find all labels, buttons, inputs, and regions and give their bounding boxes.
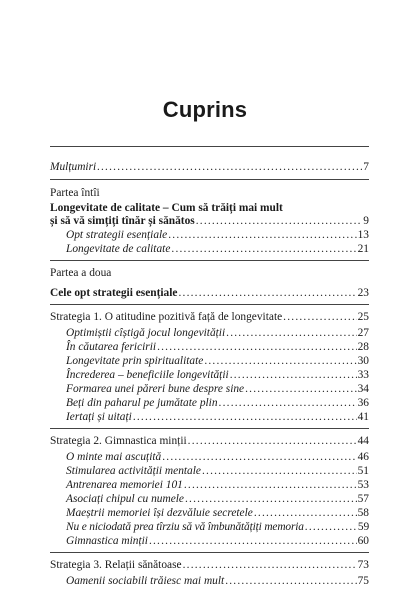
chapter-title-line1: Longevitate de calitate – Cum să trăiți mai mult: [50, 202, 283, 214]
dot-leader: [225, 574, 356, 588]
entry-page: 75: [357, 575, 369, 587]
dot-leader: [168, 228, 356, 242]
dot-leader: [178, 286, 356, 300]
part-heading: Partea a doua: [50, 267, 112, 279]
part-heading: Partea întîi: [50, 187, 100, 199]
entry-label: Opt strategii esențiale: [66, 229, 168, 241]
toc-entry-chapter: [50, 286, 369, 300]
dot-leader: [305, 520, 357, 534]
entry-label: Beți din paharul pe jumătate plin: [66, 397, 218, 409]
entry-page: 7: [363, 161, 369, 173]
entry-label: Optimiștii cîștigă jocul longevității: [66, 327, 226, 339]
entry-page: 9: [363, 215, 369, 227]
entry-page: 27: [357, 327, 369, 339]
entry-label: Gimnastica minții: [66, 535, 148, 547]
entry-page: 13: [357, 229, 369, 241]
entry-page: 44: [357, 435, 369, 447]
entry-label: Maeștrii memoriei își dezvăluie secretele: [66, 507, 253, 519]
entry-page: 53: [357, 479, 369, 491]
toc-entry: [66, 396, 369, 410]
dot-leader: [230, 368, 357, 382]
toc-entry-acknowledgements: [50, 160, 369, 174]
entry-label: Încrederea – beneficiile longevității: [66, 369, 229, 381]
dot-leader: [184, 478, 357, 492]
dot-leader: [254, 506, 357, 520]
dot-leader: [149, 534, 357, 548]
toc-entry: [66, 354, 369, 368]
entry-label: Stimularea activității mentale: [66, 465, 201, 477]
entry-page: 33: [357, 369, 369, 381]
toc-entry: [66, 340, 369, 354]
entry-page: 59: [357, 521, 369, 533]
toc-entry-strategy: [50, 434, 369, 448]
divider-rule: [50, 146, 369, 147]
toc-entry: [66, 368, 369, 382]
entry-page: 30: [357, 355, 369, 367]
entry-page: 60: [357, 535, 369, 547]
page-title: Cuprins: [162, 97, 248, 122]
toc-entry: [66, 410, 369, 424]
dot-leader: [196, 214, 363, 228]
entry-label: Iertați și uitați: [66, 411, 132, 423]
entry-page: 36: [357, 397, 369, 409]
dot-leader: [202, 464, 357, 478]
entry-label: În căutarea fericirii: [66, 341, 157, 353]
entry-label: Asociați chipul cu numele: [66, 493, 184, 505]
divider-rule: [50, 428, 369, 429]
toc-entry: [66, 574, 369, 588]
dot-leader: [162, 450, 356, 464]
toc-entry: [66, 382, 369, 396]
dot-leader: [219, 396, 357, 410]
entry-label: Longevitate prin spiritualitate: [66, 355, 204, 367]
entry-label: Antrenarea memoriei 101: [66, 479, 183, 491]
toc-entry: [66, 242, 369, 256]
entry-label: O minte mai ascuțită: [66, 451, 162, 463]
toc-entry-chapter: [50, 214, 369, 228]
entry-page: 21: [357, 243, 369, 255]
entry-label: Nu e niciodată prea tîrziu să vă îmbunătățiți memoria: [66, 521, 304, 533]
dot-leader: [204, 354, 356, 368]
dot-leader: [97, 160, 362, 174]
entry-page: 34: [357, 383, 369, 395]
entry-label: Oamenii sociabili trăiesc mai mult: [66, 575, 225, 587]
entry-label: și să vă simțiți tînăr și sănătos: [50, 215, 195, 227]
entry-label: Strategia 3. Relații sănătoase: [50, 559, 182, 571]
entry-page: 73: [357, 559, 369, 571]
toc-entry: [66, 520, 369, 534]
toc-entry-strategy: [50, 558, 369, 572]
entry-label: Cele opt strategii esențiale: [50, 287, 178, 299]
entry-label: Strategia 1. O atitudine pozitivă față de longevitate: [50, 311, 283, 323]
dot-leader: [171, 242, 356, 256]
toc-entry-strategy: [50, 310, 369, 324]
toc-entry: [66, 506, 369, 520]
entry-page: 23: [357, 287, 369, 299]
toc-entry: [66, 534, 369, 548]
entry-page: 41: [357, 411, 369, 423]
divider-rule: [50, 304, 369, 305]
entry-label: Longevitate de calitate: [66, 243, 171, 255]
divider-rule: [50, 552, 369, 553]
toc-entry: [66, 478, 369, 492]
toc-entry: [66, 492, 369, 506]
dot-leader: [157, 340, 357, 354]
entry-page: 51: [357, 465, 369, 477]
toc-entry: [66, 464, 369, 478]
entry-page: 28: [357, 341, 369, 353]
entry-label: Mulțumiri: [50, 161, 97, 173]
toc-entry: [66, 228, 369, 242]
toc-entry: [66, 450, 369, 464]
dot-leader: [188, 434, 357, 448]
entry-page: 57: [357, 493, 369, 505]
entry-page: 25: [357, 311, 369, 323]
dot-leader: [133, 410, 357, 424]
divider-rule: [50, 260, 369, 261]
dot-leader: [226, 326, 356, 340]
entry-page: 46: [357, 451, 369, 463]
toc-entry: [66, 326, 369, 340]
entry-page: 58: [357, 507, 369, 519]
divider-rule: [50, 179, 369, 180]
entry-label: Strategia 2. Gimnastica minții: [50, 435, 187, 447]
dot-leader: [183, 558, 357, 572]
entry-label: Formarea unei păreri bune despre sine: [66, 383, 245, 395]
dot-leader: [245, 382, 357, 396]
dot-leader: [283, 310, 356, 324]
dot-leader: [185, 492, 357, 506]
